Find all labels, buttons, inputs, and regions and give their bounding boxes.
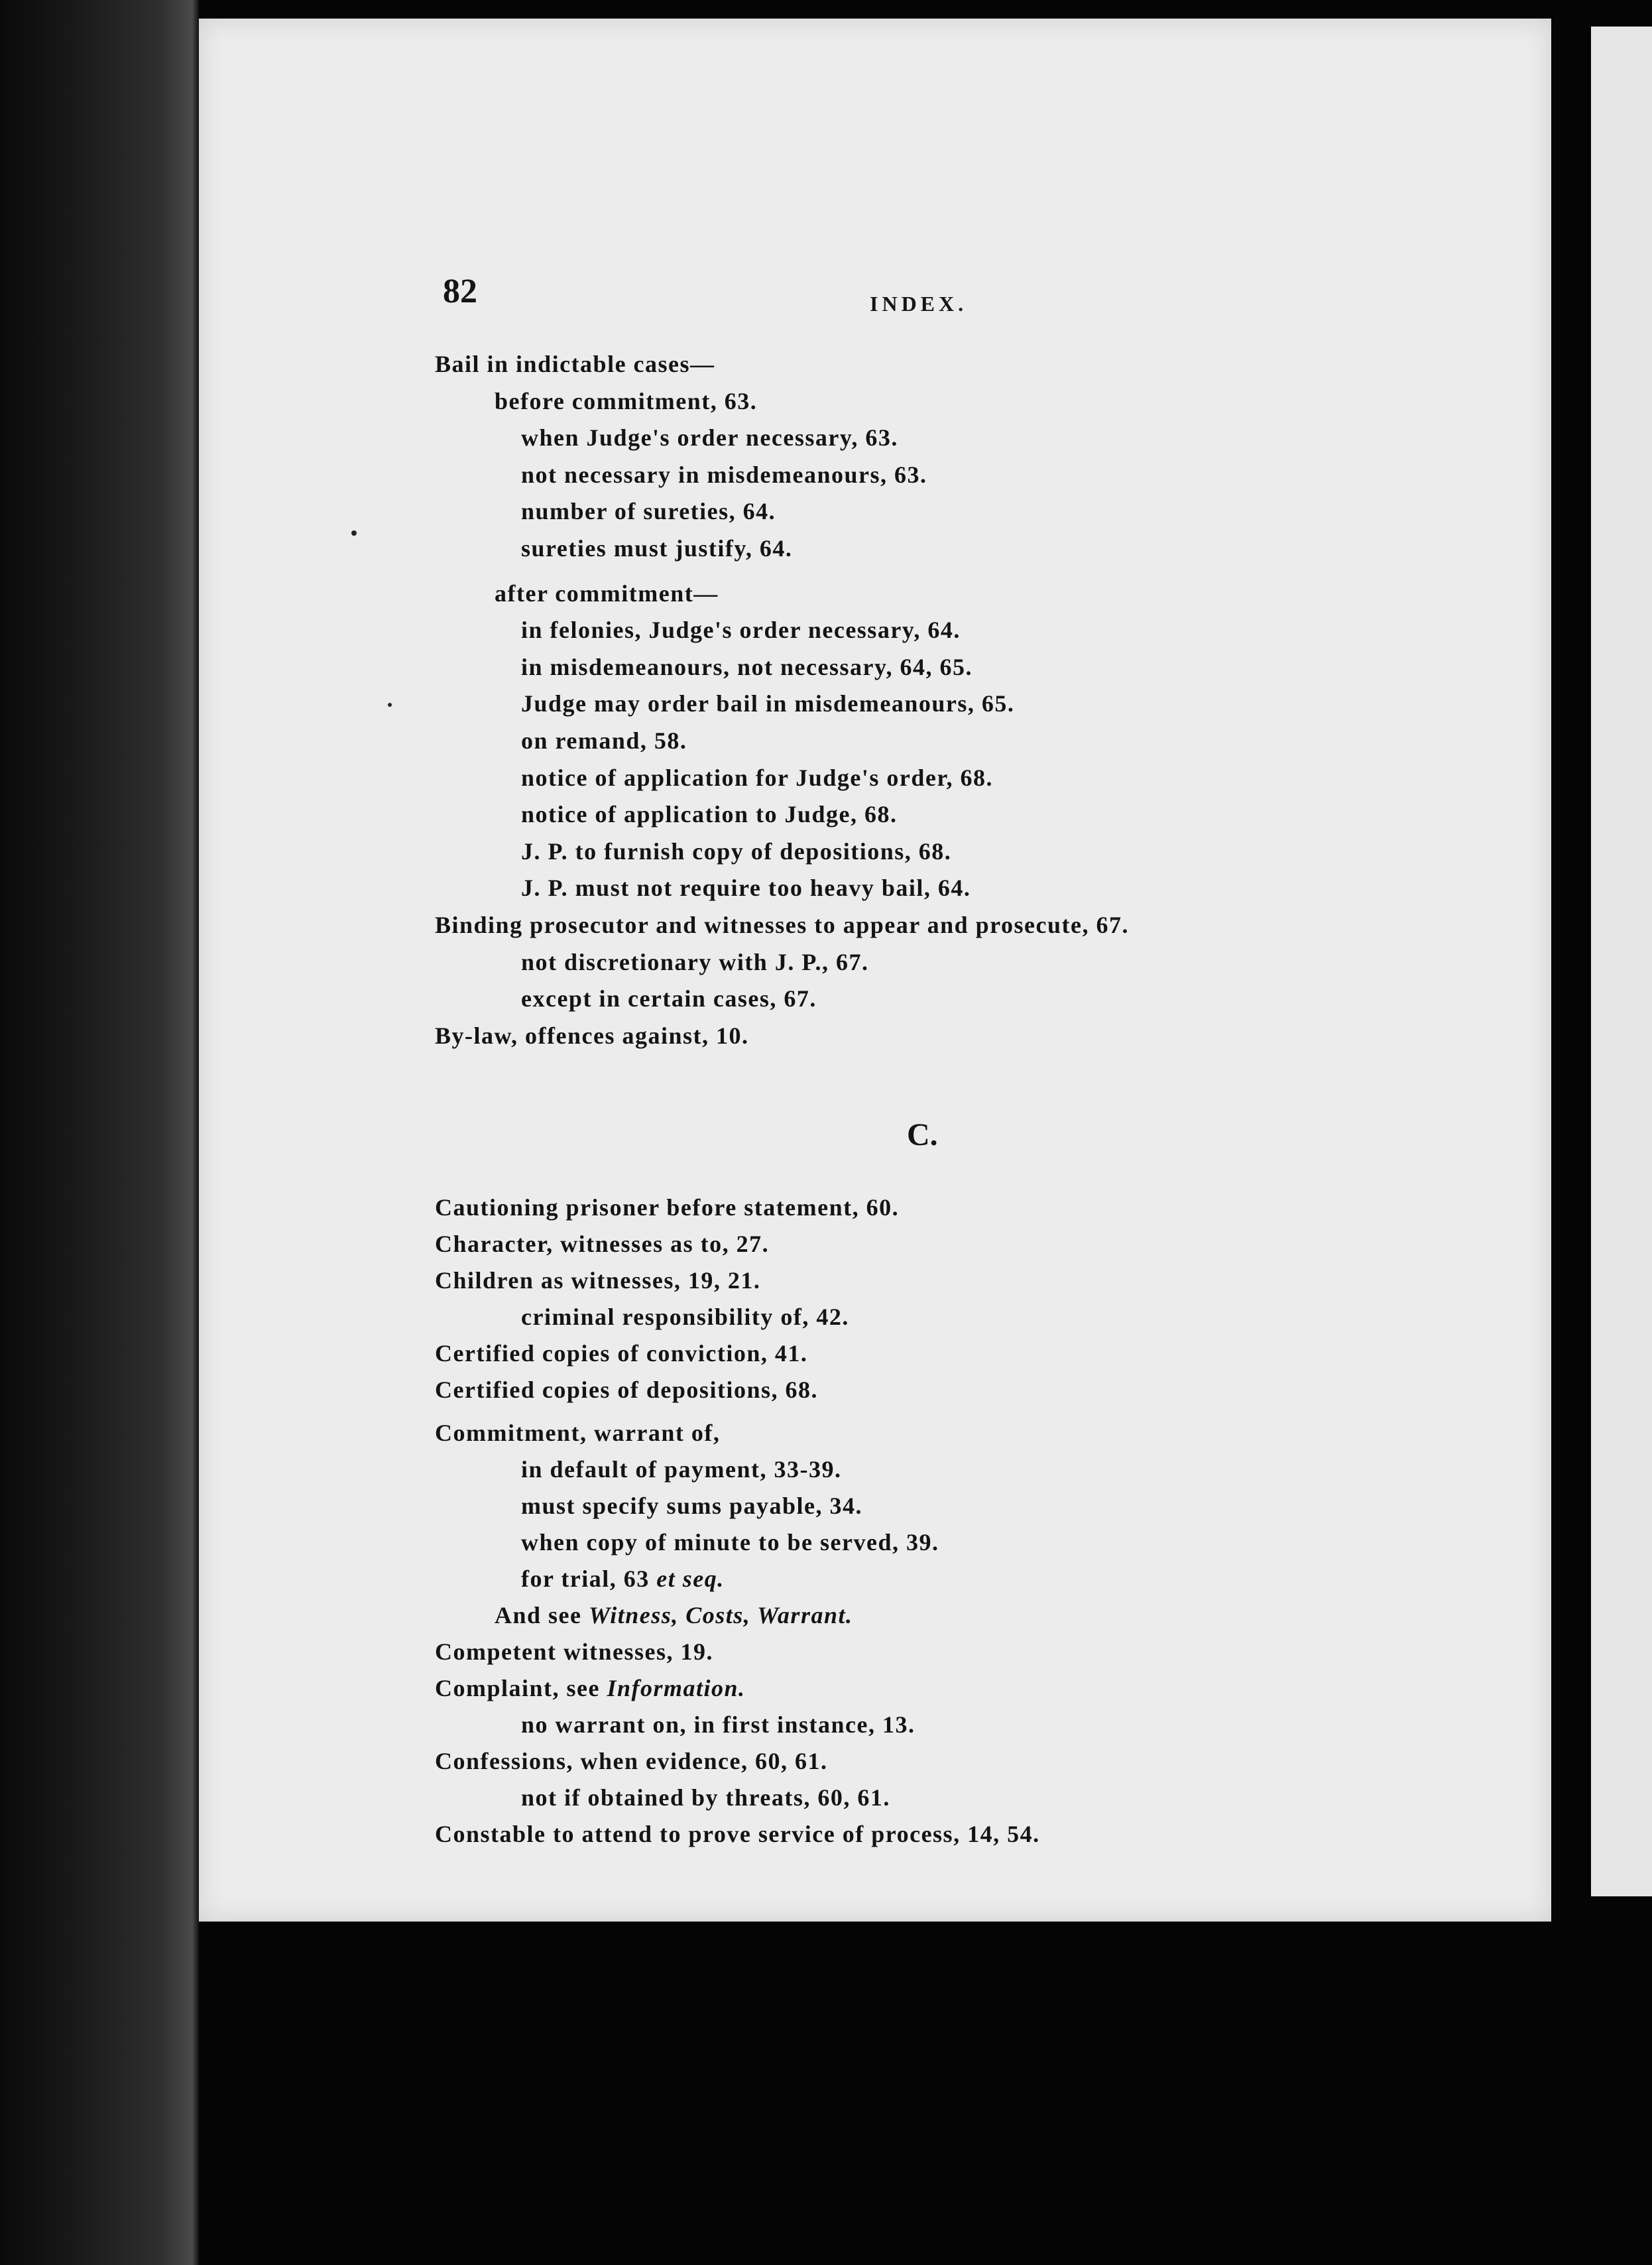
index-entry bbox=[521, 497, 776, 525]
index-entry-text: must specify sums payable, 34. bbox=[521, 1493, 863, 1519]
page-number: 82 bbox=[443, 273, 477, 310]
index-entry bbox=[521, 461, 927, 489]
index-entry bbox=[495, 580, 719, 607]
index-entry-text: for trial, 63 bbox=[521, 1565, 650, 1592]
index-entry bbox=[435, 1339, 807, 1367]
index-entry bbox=[435, 1376, 818, 1404]
index-entry-text: J. P. must not require too heavy bail, 64. bbox=[521, 875, 971, 902]
index-entry bbox=[495, 1601, 853, 1629]
book-spine-edge bbox=[0, 0, 199, 2265]
index-entry-text: number of sureties, 64. bbox=[521, 498, 776, 525]
index-entry-text: not necessary in misdemeanours, 63. bbox=[521, 461, 927, 488]
ink-speck bbox=[351, 530, 357, 536]
index-entry-text: Binding prosecutor and witnesses to appear and prosecute, 67. bbox=[435, 912, 1129, 938]
index-entry bbox=[521, 837, 951, 865]
index-entry-text: Cautioning prisoner before statement, 60. bbox=[435, 1194, 900, 1221]
index-entry bbox=[435, 911, 1129, 939]
index-entry bbox=[521, 948, 869, 976]
index-entry-text: Children as witnesses, 19, 21. bbox=[435, 1267, 761, 1294]
index-entry-text: when Judge's order necessary, 63. bbox=[521, 424, 898, 452]
index-entry-text: And see bbox=[495, 1602, 582, 1628]
index-entry bbox=[521, 1455, 842, 1483]
index-entry bbox=[435, 1674, 746, 1702]
index-entry-text: no warrant on, in first instance, 13. bbox=[521, 1711, 915, 1738]
index-entry-text: criminal responsibility of, 42. bbox=[521, 1304, 849, 1330]
index-entry bbox=[435, 1820, 1040, 1848]
index-entry bbox=[521, 1492, 862, 1520]
index-entry bbox=[435, 1419, 720, 1447]
running-head: INDEX. bbox=[870, 292, 968, 316]
index-entry-text: in misdemeanours, not necessary, 64, 65. bbox=[521, 653, 973, 680]
index-entry-text: J. P. to furnish copy of depositions, 68. bbox=[521, 837, 952, 865]
index-entry bbox=[521, 874, 971, 902]
index-entry bbox=[521, 424, 898, 452]
index-entry-text: after commitment— bbox=[495, 580, 719, 607]
index-entry bbox=[521, 1303, 849, 1331]
index-entry bbox=[435, 1638, 713, 1666]
index-entry-text: Constable to attend to prove service of process, 14, 54. bbox=[435, 1821, 1040, 1847]
index-entry-text: Confessions, when evidence, 60, 61. bbox=[435, 1748, 828, 1774]
index-entry-text: notice of application for Judge's order, 68. bbox=[521, 764, 993, 791]
index-entry-text: By-law, offences against, 10. bbox=[435, 1022, 749, 1049]
index-entry-text: Judge may order bail in misdemeanours, 65. bbox=[521, 690, 1015, 717]
index-entry bbox=[521, 690, 1014, 717]
section-letter-c: C. bbox=[907, 1117, 938, 1152]
index-entry bbox=[521, 534, 792, 562]
index-entry-cross-reference: Witness, Costs, Warrant. bbox=[589, 1602, 853, 1628]
index-entry-text: before commitment, 63. bbox=[495, 387, 758, 414]
index-entry bbox=[495, 387, 757, 415]
index-entry-cross-reference: et seq. bbox=[656, 1565, 725, 1592]
index-entry-text: Complaint, see bbox=[435, 1675, 600, 1701]
index-entry bbox=[521, 1711, 915, 1739]
index-entry bbox=[521, 727, 687, 755]
index-entry bbox=[435, 350, 715, 378]
index-entry-text: on remand, 58. bbox=[521, 727, 687, 754]
index-entry-text: notice of application to Judge, 68. bbox=[521, 801, 898, 828]
index-entry-text: when copy of minute to be served, 39. bbox=[521, 1529, 939, 1556]
index-entry-cross-reference: Information. bbox=[607, 1675, 746, 1701]
index-entry bbox=[435, 1194, 899, 1221]
index-entry bbox=[435, 1230, 769, 1258]
index-entry-text: not if obtained by threats, 60, 61. bbox=[521, 1784, 890, 1811]
index-entry bbox=[521, 1784, 890, 1811]
index-entry bbox=[521, 1528, 939, 1556]
index-entry-text: Certified copies of depositions, 68. bbox=[435, 1377, 818, 1403]
index-entry bbox=[521, 616, 961, 644]
index-entry-text: in felonies, Judge's order necessary, 64. bbox=[521, 617, 961, 644]
index-entry-text: Character, witnesses as to, 27. bbox=[435, 1231, 770, 1257]
ink-speck bbox=[388, 703, 392, 707]
index-entry bbox=[521, 653, 973, 681]
index-entry-text: sureties must justify, 64. bbox=[521, 535, 793, 562]
index-entry bbox=[521, 1565, 725, 1593]
index-entry-text: Bail in indictable cases— bbox=[435, 351, 715, 377]
index-entry bbox=[521, 764, 993, 792]
index-entry bbox=[435, 1747, 828, 1775]
facing-page-edge bbox=[1591, 27, 1652, 1896]
index-entry-text: Certified copies of conviction, 41. bbox=[435, 1340, 808, 1367]
index-entry bbox=[521, 800, 898, 828]
index-entry-text: except in certain cases, 67. bbox=[521, 985, 817, 1012]
index-entry bbox=[435, 1266, 760, 1294]
index-entry-text: not discretionary with J. P., 67. bbox=[521, 948, 869, 975]
index-entry bbox=[435, 1022, 748, 1050]
index-entry-text: Competent witnesses, 19. bbox=[435, 1638, 713, 1665]
index-entry-text: Commitment, warrant of, bbox=[435, 1420, 721, 1446]
index-entry-text: in default of payment, 33-39. bbox=[521, 1456, 842, 1483]
index-entry bbox=[521, 985, 817, 1012]
